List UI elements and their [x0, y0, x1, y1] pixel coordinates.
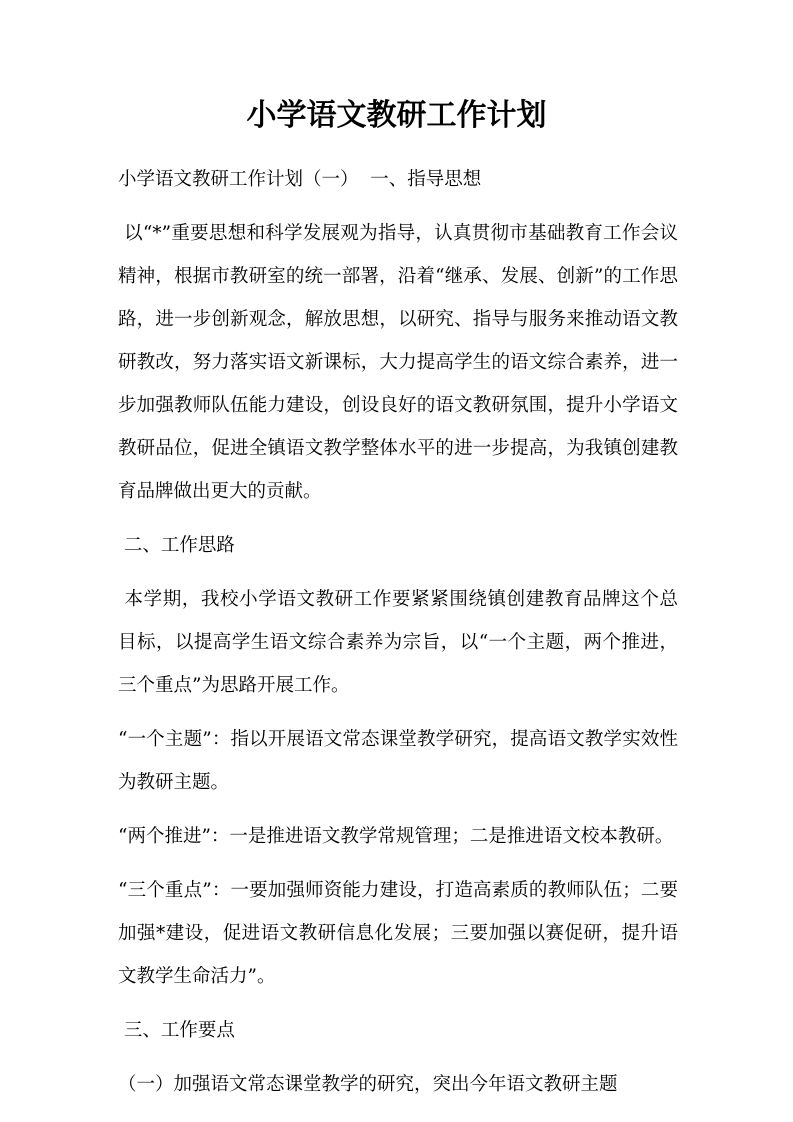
paragraph-guiding-ideology: 以“*”重要思想和科学发展观为指导，认真贯彻市基础教育工作会议精神，根据市教研室的统一部署，沿着“继承、发展、创新”的工作思路，进一步创新观念，解放思想，以研究、指导与服务来推动语文教研教改，努力落实语文新课标，大力提高学生的语文综合素养，进一步加强教师队伍能力建设，创设良好的语文教研氛围，提升小学语文教研品位，促进全镇语文教学整体水平的进一步提高，为我镇创建教育品牌做出更大的贡献。	[118, 223, 678, 502]
paragraph-work-approach: 本学期，我校小学语文教研工作要紧紧围绕镇创建教育品牌这个总目标，以提高学生语文综合素养为宗旨，以“一个主题，两个推进，三个重点”为思路开展工作。	[118, 589, 678, 696]
paragraph-three-focuses: “三个重点”：一要加强师资能力建设，打造高素质的教师队伍；二要加强*建设，促进语文教研信息化发展；三要加强以赛促研，提升语文教学生命活力”。	[118, 880, 678, 987]
document-title: 小学语文教研工作计划	[246, 98, 547, 133]
paragraph-two-advances: “两个推进”：一是推进语文教学常规管理；二是推进语文校本教研。	[118, 826, 674, 847]
paragraph-heading-2: 二、工作思路	[118, 535, 235, 556]
paragraph-one-theme: “一个主题”：指以开展语文常态课堂教学研究，提高语文教学实效性为教研主题。	[118, 729, 678, 793]
paragraph-heading-3: 三、工作要点	[118, 1020, 235, 1041]
paragraph-heading-1: 小学语文教研工作计划（一） 一、指导思想	[118, 169, 482, 190]
paragraph-subheading-1: （一）加强语文常态课堂教学的研究，突出今年语文教研主题	[118, 1074, 618, 1095]
document-body	[118, 158, 678, 1117]
